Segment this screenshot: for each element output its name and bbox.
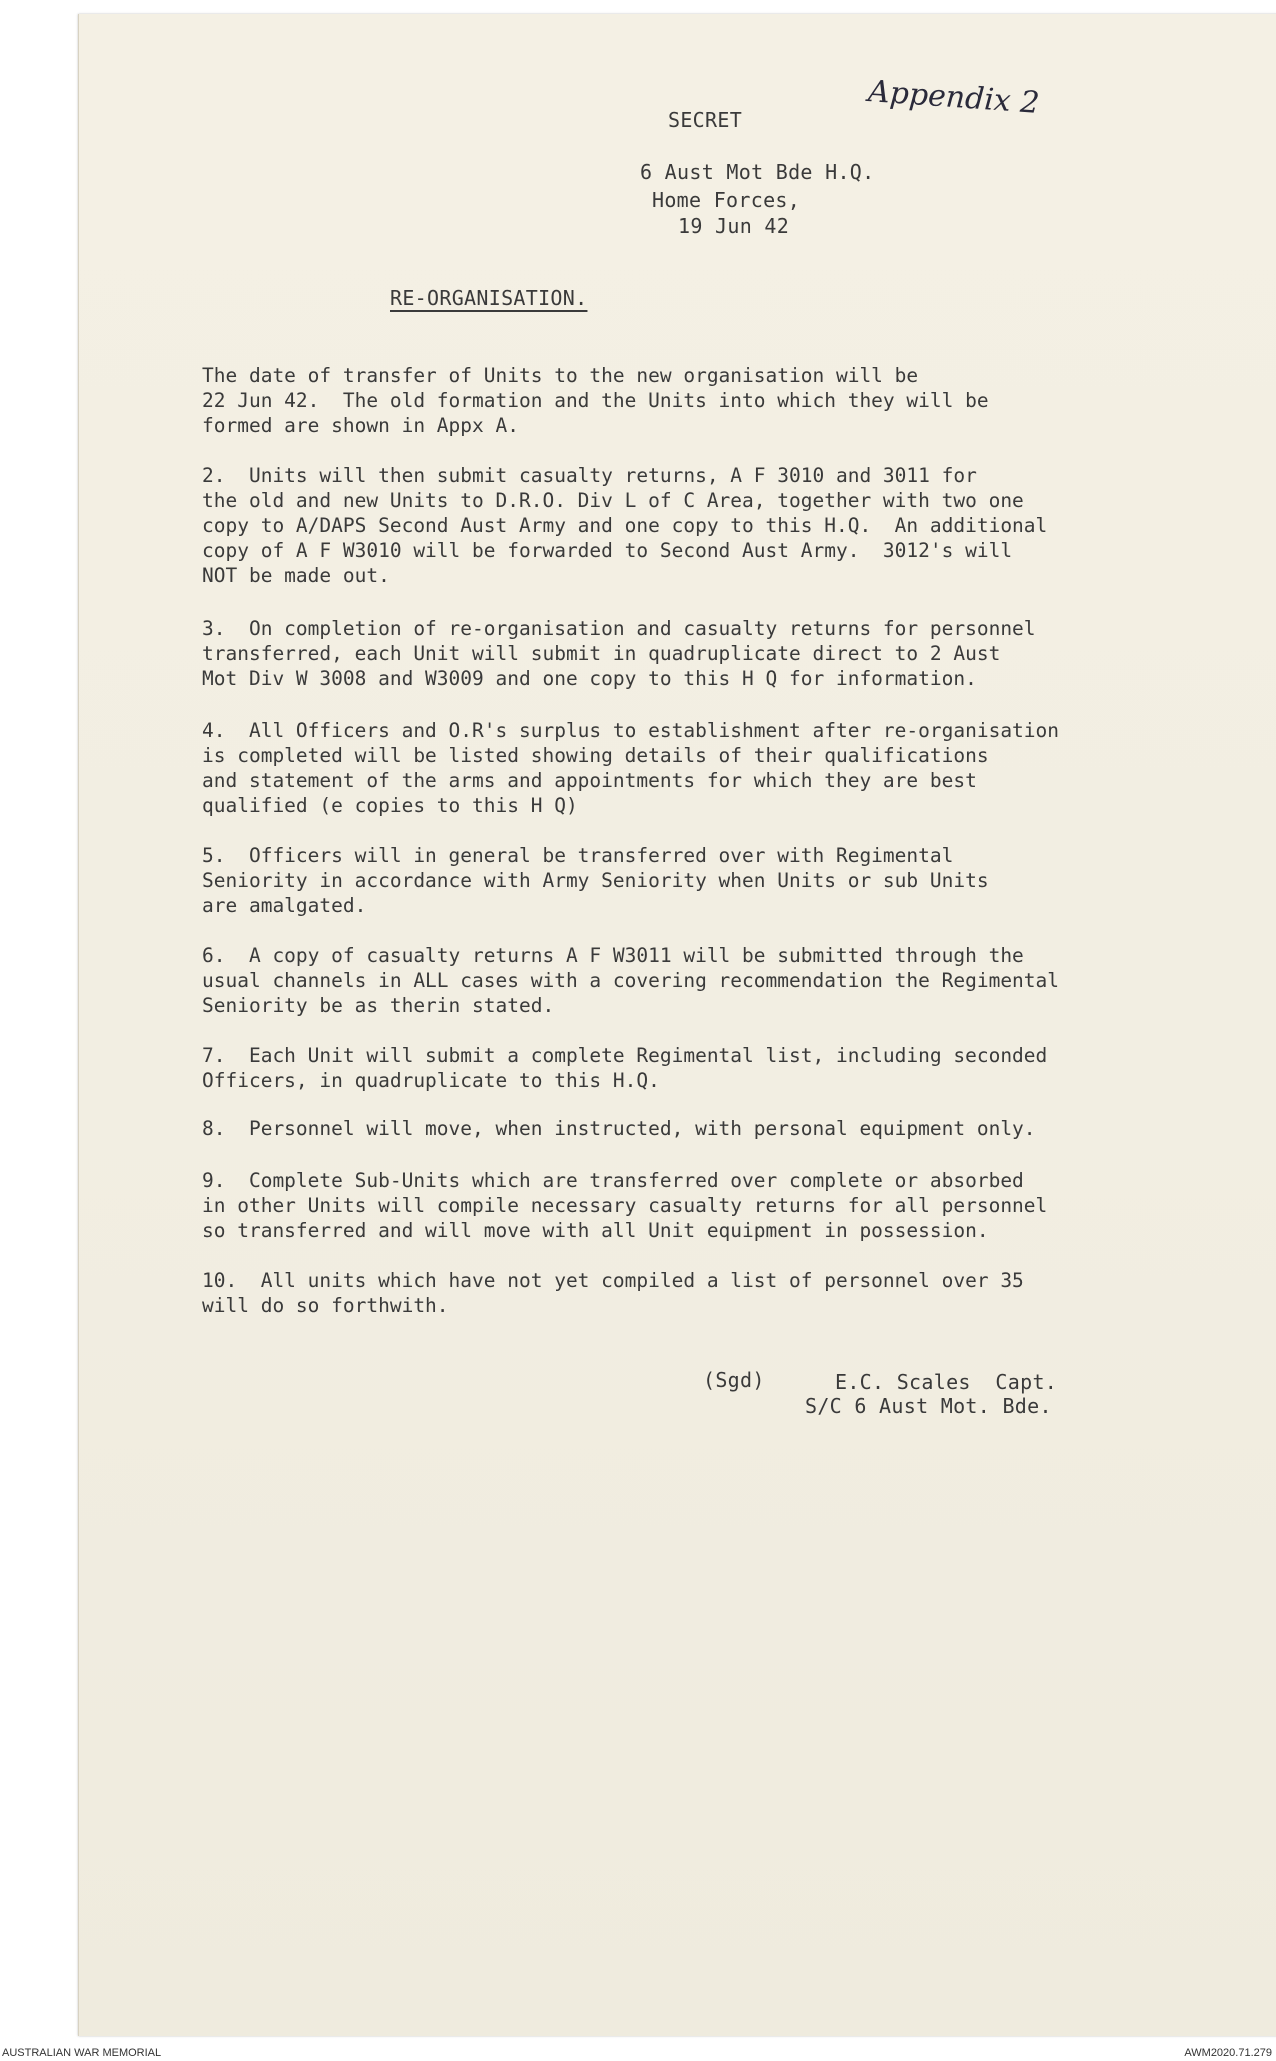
signature-position: S/C 6 Aust Mot. Bde. (805, 1394, 1052, 1418)
paragraph-line: in other Units will compile necessary casualty returns for all personnel (202, 1194, 1048, 1217)
paragraph-line: so transferred and will move with all Unit equipment in possession. (202, 1219, 989, 1242)
paragraph-line: will do so forthwith. (202, 1294, 449, 1317)
paragraph-1 (202, 363, 1132, 438)
paragraph-9 (202, 1168, 1132, 1243)
paragraph-5 (202, 843, 1132, 918)
paragraph-line: 5. Officers will in general be transferred over with Regimental (202, 844, 954, 867)
paragraph-line: Seniority in accordance with Army Seniority when Units or sub Units (202, 869, 989, 892)
signature-name: E.C. Scales Capt. (835, 1370, 1058, 1394)
paragraph-line: is completed will be listed showing details of their qualifications (202, 744, 989, 767)
document-title: RE-ORGANISATION. (390, 286, 588, 310)
paragraph-line: usual channels in ALL cases with a covering recommendation the Regimental (202, 969, 1060, 992)
paragraph-3 (202, 616, 1132, 691)
footer-accession-number: AWM2020.71.279 (1184, 2047, 1272, 2059)
paragraph-line: 9. Complete Sub-Units which are transferred over complete or absorbed (202, 1169, 1024, 1192)
paragraph-line: Seniority be as therin stated. (202, 994, 555, 1017)
paragraph-line: copy to A/DAPS Second Aust Army and one copy to this H.Q. An additional (202, 514, 1048, 537)
paragraph-8 (202, 1116, 1132, 1141)
paragraph-line: 4. All Officers and O.R's surplus to establishment after re-organisation (202, 719, 1060, 742)
signature-sgd: (Sgd) (703, 1368, 765, 1392)
paragraph-line: 6. A copy of casualty returns A F W3011 will be submitted through the (202, 944, 1024, 967)
paragraph-line: transferred, each Unit will submit in quadruplicate direct to 2 Aust (202, 642, 1001, 665)
paragraph-line: 3. On completion of re-organisation and casualty returns for personnel (202, 617, 1036, 640)
paragraph-line: Mot Div W 3008 and W3009 and one copy to this H Q for information. (202, 667, 977, 690)
paragraph-line: 2. Units will then submit casualty returns, A F 3010 and 3011 for (202, 464, 977, 487)
header-date: 19 Jun 42 (678, 214, 790, 238)
paragraph-6 (202, 943, 1132, 1018)
header-unit: 6 Aust Mot Bde H.Q. (640, 160, 875, 184)
paragraph-2 (202, 463, 1132, 588)
header-location: Home Forces, (652, 188, 801, 212)
paragraph-line: 10. All units which have not yet compiled a list of personnel over 35 (202, 1269, 1024, 1292)
paragraph-4 (202, 718, 1132, 818)
paragraph-line: formed are shown in Appx A. (202, 414, 519, 437)
paragraph-7 (202, 1043, 1132, 1093)
paragraph-line: 8. Personnel will move, when instructed, with personal equipment only. (202, 1117, 1036, 1140)
paragraph-line: the old and new Units to D.R.O. Div L of C Area, together with two one (202, 489, 1024, 512)
paragraph-line: NOT be made out. (202, 564, 390, 587)
paragraph-line: 22 Jun 42. The old formation and the Units into which they will be (202, 389, 989, 412)
handwritten-note: Appendix 2 (866, 74, 1041, 121)
paragraph-10 (202, 1268, 1132, 1318)
paragraph-line: and statement of the arms and appointments for which they are best (202, 769, 977, 792)
footer-institution: AUSTRALIAN WAR MEMORIAL (2, 2047, 162, 2059)
paragraph-line: 7. Each Unit will submit a complete Regimental list, including seconded (202, 1044, 1048, 1067)
paper-sheet (78, 14, 1276, 2036)
paragraph-line: qualified (e copies to this H Q) (202, 794, 578, 817)
paragraph-line: are amalgated. (202, 894, 367, 917)
classification-label: SECRET (668, 108, 743, 132)
paragraph-line: The date of transfer of Units to the new organisation will be (202, 364, 919, 387)
paragraph-line: Officers, in quadruplicate to this H.Q. (202, 1069, 660, 1092)
paragraph-line: copy of A F W3010 will be forwarded to Second Aust Army. 3012's will (202, 539, 1013, 562)
